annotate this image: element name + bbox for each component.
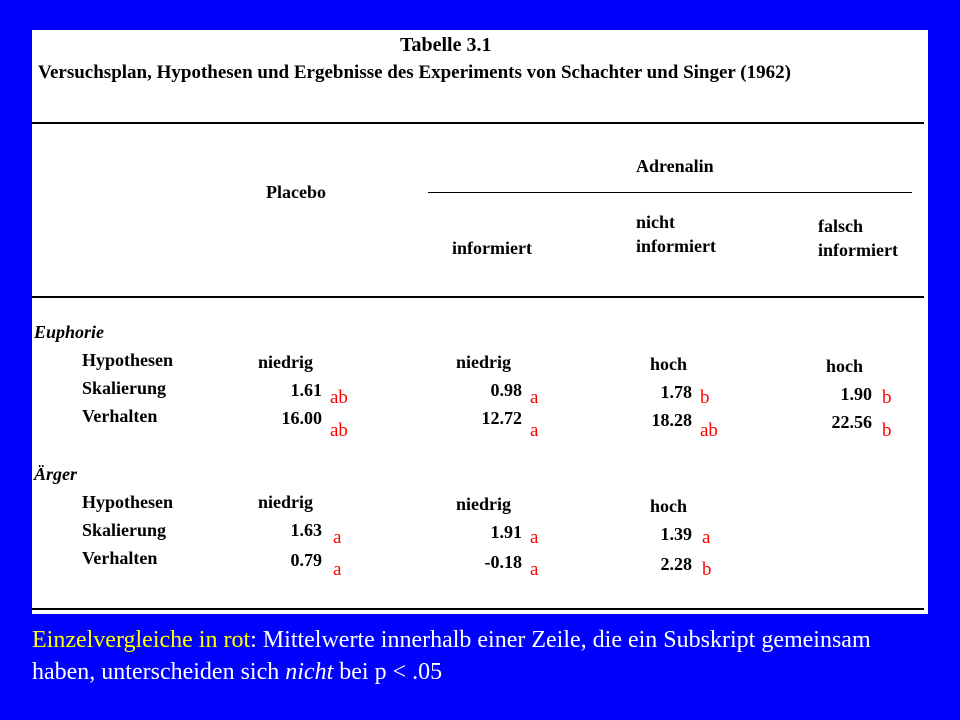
row-label: Verhalten [82, 406, 158, 426]
cell-value: hoch [650, 354, 688, 374]
cell-value: 1.91 [490, 522, 522, 542]
scanned-table [32, 30, 928, 614]
cell-value: 16.00 [281, 408, 322, 428]
bottom-rule [32, 608, 924, 610]
table-subtitle: Versuchsplan, Hypothesen und Ergebnisse des Experiments von Schachter und Singer (1962) [38, 62, 791, 83]
top-rule [32, 122, 924, 124]
cell-value: 1.78 [660, 382, 692, 402]
cell-value: niedrig [456, 494, 512, 514]
section-aerger: Ärger [34, 464, 78, 484]
subscript: b [882, 387, 892, 408]
cell-value: niedrig [258, 492, 314, 512]
adrenalin-rule [428, 192, 912, 193]
row-label: Verhalten [82, 548, 158, 568]
cell-value: 0.98 [490, 380, 522, 400]
table-title: Tabelle 3.1 [400, 34, 492, 56]
cell-value: 1.90 [840, 384, 872, 404]
caption-emphasis: nicht [285, 659, 334, 685]
subscript: b [700, 387, 710, 408]
subscript: a [530, 420, 539, 441]
cell-value: 1.61 [290, 380, 322, 400]
header-falsch-informiert: informiert [818, 240, 898, 260]
cell-value: 2.28 [660, 554, 692, 574]
subscript: a [702, 527, 711, 548]
subscript: ab [700, 420, 718, 441]
row-label: Hypothesen [82, 492, 174, 512]
row-label: Skalierung [82, 520, 167, 540]
cell-value: niedrig [456, 352, 512, 372]
header-nicht: nicht [636, 212, 676, 232]
subscript: a [530, 559, 539, 580]
cell-value: hoch [826, 356, 864, 376]
header-informiert: informiert [452, 238, 532, 258]
header-adrenalin: Adrenalin [636, 156, 714, 176]
caption-text-2: bei p < .05 [333, 659, 443, 685]
header-nicht-informiert: informiert [636, 236, 716, 256]
subscript: ab [330, 420, 348, 441]
subscript: b [702, 559, 712, 580]
cell-value: hoch [650, 496, 688, 516]
header-falsch: falsch [818, 216, 863, 236]
row-label: Skalierung [82, 378, 167, 398]
subscript: a [333, 559, 342, 580]
header-rule [32, 296, 924, 298]
caption [32, 624, 932, 688]
cell-value: 12.72 [481, 408, 522, 428]
subscript: a [333, 527, 342, 548]
header-placebo: Placebo [266, 182, 326, 202]
caption-text-1: : Mittelwerte innerhalb einer Zeile, die ein Subskript gemeinsam haben, unterscheiden sich [32, 627, 871, 685]
cell-value: 18.28 [651, 410, 692, 430]
cell-value: 0.79 [290, 550, 322, 570]
row-label: Hypothesen [82, 350, 174, 370]
caption-highlight: Einzelvergleiche in rot [32, 627, 251, 653]
subscript: a [530, 527, 539, 548]
subscript: a [530, 387, 539, 408]
cell-value: niedrig [258, 352, 314, 372]
subscript: b [882, 420, 892, 441]
section-euphorie: Euphorie [34, 322, 105, 342]
subscript: ab [330, 387, 348, 408]
cell-value: 1.39 [660, 524, 692, 544]
cell-value: -0.18 [484, 552, 522, 572]
cell-value: 1.63 [290, 520, 322, 540]
cell-value: 22.56 [831, 412, 872, 432]
